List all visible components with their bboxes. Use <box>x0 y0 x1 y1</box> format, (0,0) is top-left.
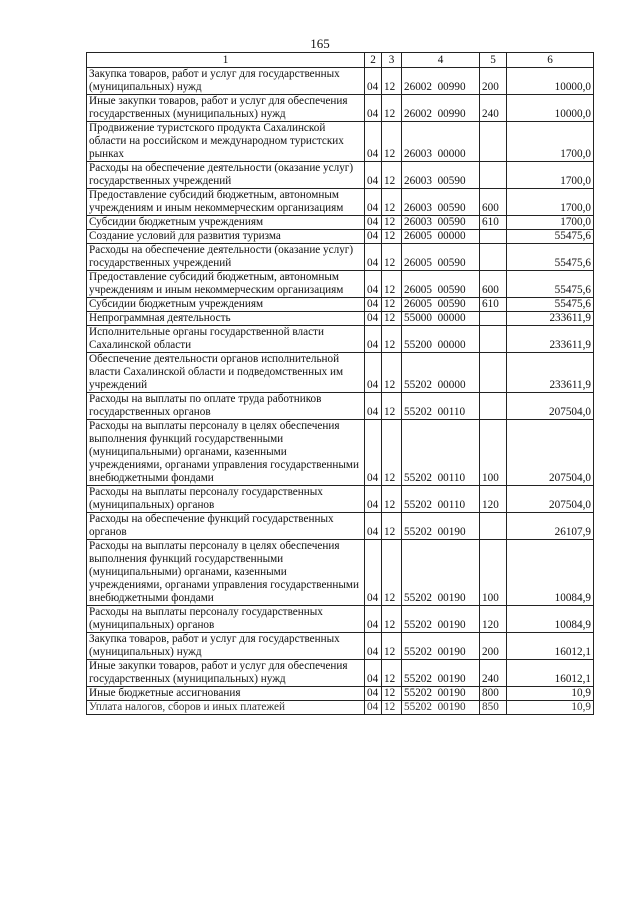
row-subsection: 12 <box>382 326 402 353</box>
row-code: 55202 00190 <box>402 660 480 687</box>
table-row <box>87 687 594 701</box>
page-number: 165 <box>310 36 330 51</box>
row-type <box>480 122 507 162</box>
table-row <box>87 326 594 353</box>
row-section: 04 <box>365 312 382 326</box>
table-row <box>87 633 594 660</box>
row-section: 04 <box>365 633 382 660</box>
row-code: 26003 00590 <box>402 162 480 189</box>
row-type <box>480 312 507 326</box>
row-section: 04 <box>365 353 382 393</box>
table-row <box>87 271 594 298</box>
row-name: Закупка товаров, работ и услуг для государственных (муниципальных) нужд <box>87 633 365 660</box>
row-subsection: 12 <box>382 660 402 687</box>
row-code: 26002 00990 <box>402 68 480 95</box>
row-subsection: 12 <box>382 393 402 420</box>
row-value: 55475,6 <box>507 271 594 298</box>
row-section: 04 <box>365 244 382 271</box>
row-subsection: 12 <box>382 298 402 312</box>
row-type: 100 <box>480 420 507 486</box>
table-row <box>87 393 594 420</box>
row-name: Субсидии бюджетным учреждениям <box>87 298 365 312</box>
row-name: Предоставление субсидий бюджетным, автономным учреждениям и иным некоммерческим организациям <box>87 189 365 216</box>
table-row <box>87 230 594 244</box>
row-code: 26002 00990 <box>402 95 480 122</box>
row-value: 207504,0 <box>507 486 594 513</box>
row-section: 04 <box>365 271 382 298</box>
row-section: 04 <box>365 216 382 230</box>
table-row <box>87 540 594 606</box>
row-subsection: 12 <box>382 486 402 513</box>
row-subsection: 12 <box>382 606 402 633</box>
row-type: 600 <box>480 271 507 298</box>
table-row <box>87 420 594 486</box>
row-type: 200 <box>480 68 507 95</box>
row-subsection: 12 <box>382 701 402 715</box>
row-type <box>480 393 507 420</box>
row-code: 26003 00590 <box>402 216 480 230</box>
row-name: Иные бюджетные ассигнования <box>87 687 365 701</box>
row-section: 04 <box>365 486 382 513</box>
row-subsection: 12 <box>382 189 402 216</box>
row-type: 240 <box>480 660 507 687</box>
row-code: 55202 00190 <box>402 513 480 540</box>
row-name: Иные закупки товаров, работ и услуг для обеспечения государственных (муниципальных) нужд <box>87 660 365 687</box>
row-name: Расходы на обеспечение деятельности (оказание услуг) государственных учреждений <box>87 162 365 189</box>
row-code: 55200 00000 <box>402 326 480 353</box>
row-type: 100 <box>480 540 507 606</box>
row-subsection: 12 <box>382 312 402 326</box>
row-value: 233611,9 <box>507 312 594 326</box>
row-code: 26005 00590 <box>402 271 480 298</box>
table-row <box>87 216 594 230</box>
row-section: 04 <box>365 660 382 687</box>
row-type <box>480 513 507 540</box>
row-subsection: 12 <box>382 68 402 95</box>
row-code: 26003 00590 <box>402 189 480 216</box>
table-row <box>87 298 594 312</box>
row-name: Субсидии бюджетным учреждениям <box>87 216 365 230</box>
row-name: Расходы на выплаты по оплате труда работников государственных органов <box>87 393 365 420</box>
row-type: 850 <box>480 701 507 715</box>
column-header: 3 <box>382 53 402 68</box>
header-row <box>87 53 594 68</box>
row-code: 55202 00190 <box>402 701 480 715</box>
row-type <box>480 244 507 271</box>
row-value: 55475,6 <box>507 298 594 312</box>
row-section: 04 <box>365 687 382 701</box>
row-value: 207504,0 <box>507 393 594 420</box>
row-name: Непрограммная деятельность <box>87 312 365 326</box>
row-section: 04 <box>365 540 382 606</box>
row-name: Расходы на выплаты персоналу в целях обеспечения выполнения функций государственными (муниципальными) органами, казенными учреждениями, органами управления государственными внебюджетными фондами <box>87 540 365 606</box>
table-row <box>87 68 594 95</box>
row-subsection: 12 <box>382 244 402 271</box>
row-value: 10000,0 <box>507 68 594 95</box>
row-value: 1700,0 <box>507 189 594 216</box>
row-section: 04 <box>365 420 382 486</box>
row-code: 55202 00190 <box>402 606 480 633</box>
row-name: Расходы на выплаты персоналу в целях обеспечения выполнения функций государственными (муниципальными) органами, казенными учреждениями, органами управления государственными внебюджетными фондами <box>87 420 365 486</box>
row-subsection: 12 <box>382 271 402 298</box>
row-value: 55475,6 <box>507 244 594 271</box>
row-type <box>480 162 507 189</box>
column-header: 6 <box>507 53 594 68</box>
column-header: 4 <box>402 53 480 68</box>
row-code: 55202 00190 <box>402 633 480 660</box>
row-value: 16012,1 <box>507 660 594 687</box>
row-value: 26107,9 <box>507 513 594 540</box>
row-subsection: 12 <box>382 540 402 606</box>
row-section: 04 <box>365 122 382 162</box>
row-name: Расходы на обеспечение деятельности (оказание услуг) государственных учреждений <box>87 244 365 271</box>
row-value: 1700,0 <box>507 162 594 189</box>
row-section: 04 <box>365 95 382 122</box>
row-subsection: 12 <box>382 230 402 244</box>
table-row <box>87 244 594 271</box>
row-code: 55202 00110 <box>402 420 480 486</box>
row-value: 10,9 <box>507 701 594 715</box>
row-type: 240 <box>480 95 507 122</box>
row-type: 800 <box>480 687 507 701</box>
row-code: 55202 00000 <box>402 353 480 393</box>
row-subsection: 12 <box>382 513 402 540</box>
row-section: 04 <box>365 393 382 420</box>
row-value: 233611,9 <box>507 326 594 353</box>
table-row <box>87 189 594 216</box>
row-type <box>480 230 507 244</box>
column-header: 1 <box>87 53 365 68</box>
table-row <box>87 660 594 687</box>
row-value: 207504,0 <box>507 420 594 486</box>
row-name: Расходы на обеспечение функций государственных органов <box>87 513 365 540</box>
row-name: Предоставление субсидий бюджетным, автономным учреждениям и иным некоммерческим организациям <box>87 271 365 298</box>
row-value: 16012,1 <box>507 633 594 660</box>
row-name: Уплата налогов, сборов и иных платежей <box>87 701 365 715</box>
row-name: Исполнительные органы государственной власти Сахалинской области <box>87 326 365 353</box>
row-subsection: 12 <box>382 687 402 701</box>
row-section: 04 <box>365 162 382 189</box>
row-name: Расходы на выплаты персоналу государственных (муниципальных) органов <box>87 486 365 513</box>
row-subsection: 12 <box>382 633 402 660</box>
budget-table <box>86 52 594 715</box>
row-subsection: 12 <box>382 95 402 122</box>
row-code: 26005 00590 <box>402 298 480 312</box>
row-section: 04 <box>365 701 382 715</box>
table-row <box>87 701 594 715</box>
row-value: 55475,6 <box>507 230 594 244</box>
row-section: 04 <box>365 230 382 244</box>
row-name: Расходы на выплаты персоналу государственных (муниципальных) органов <box>87 606 365 633</box>
row-type <box>480 353 507 393</box>
row-code: 26005 00000 <box>402 230 480 244</box>
row-value: 233611,9 <box>507 353 594 393</box>
row-value: 1700,0 <box>507 216 594 230</box>
row-name: Иные закупки товаров, работ и услуг для обеспечения государственных (муниципальных) нужд <box>87 95 365 122</box>
row-name: Обеспечение деятельности органов исполнительной власти Сахалинской области и подведомственных им учреждений <box>87 353 365 393</box>
table-row <box>87 312 594 326</box>
row-code: 55000 00000 <box>402 312 480 326</box>
row-section: 04 <box>365 513 382 540</box>
row-type: 610 <box>480 298 507 312</box>
row-subsection: 12 <box>382 122 402 162</box>
column-header: 2 <box>365 53 382 68</box>
table-row <box>87 95 594 122</box>
table-row <box>87 353 594 393</box>
row-section: 04 <box>365 298 382 312</box>
row-subsection: 12 <box>382 162 402 189</box>
row-section: 04 <box>365 189 382 216</box>
table-row <box>87 486 594 513</box>
row-section: 04 <box>365 606 382 633</box>
row-subsection: 12 <box>382 420 402 486</box>
row-code: 26003 00000 <box>402 122 480 162</box>
row-type: 600 <box>480 189 507 216</box>
table-row <box>87 162 594 189</box>
row-code: 55202 00110 <box>402 393 480 420</box>
row-name: Закупка товаров, работ и услуг для государственных (муниципальных) нужд <box>87 68 365 95</box>
row-section: 04 <box>365 68 382 95</box>
row-value: 1700,0 <box>507 122 594 162</box>
table-row <box>87 606 594 633</box>
row-value: 10000,0 <box>507 95 594 122</box>
column-header: 5 <box>480 53 507 68</box>
row-value: 10,9 <box>507 687 594 701</box>
row-subsection: 12 <box>382 216 402 230</box>
row-value: 10084,9 <box>507 606 594 633</box>
row-name: Создание условий для развития туризма <box>87 230 365 244</box>
row-type: 610 <box>480 216 507 230</box>
row-code: 26005 00590 <box>402 244 480 271</box>
table-row <box>87 513 594 540</box>
row-type: 200 <box>480 633 507 660</box>
row-name: Продвижение туристского продукта Сахалинской области на российском и международном туристских рынках <box>87 122 365 162</box>
table-row <box>87 122 594 162</box>
row-type <box>480 326 507 353</box>
row-type: 120 <box>480 606 507 633</box>
row-code: 55202 00190 <box>402 687 480 701</box>
row-section: 04 <box>365 326 382 353</box>
row-code: 55202 00190 <box>402 540 480 606</box>
row-type: 120 <box>480 486 507 513</box>
row-code: 55202 00110 <box>402 486 480 513</box>
row-subsection: 12 <box>382 353 402 393</box>
row-value: 10084,9 <box>507 540 594 606</box>
